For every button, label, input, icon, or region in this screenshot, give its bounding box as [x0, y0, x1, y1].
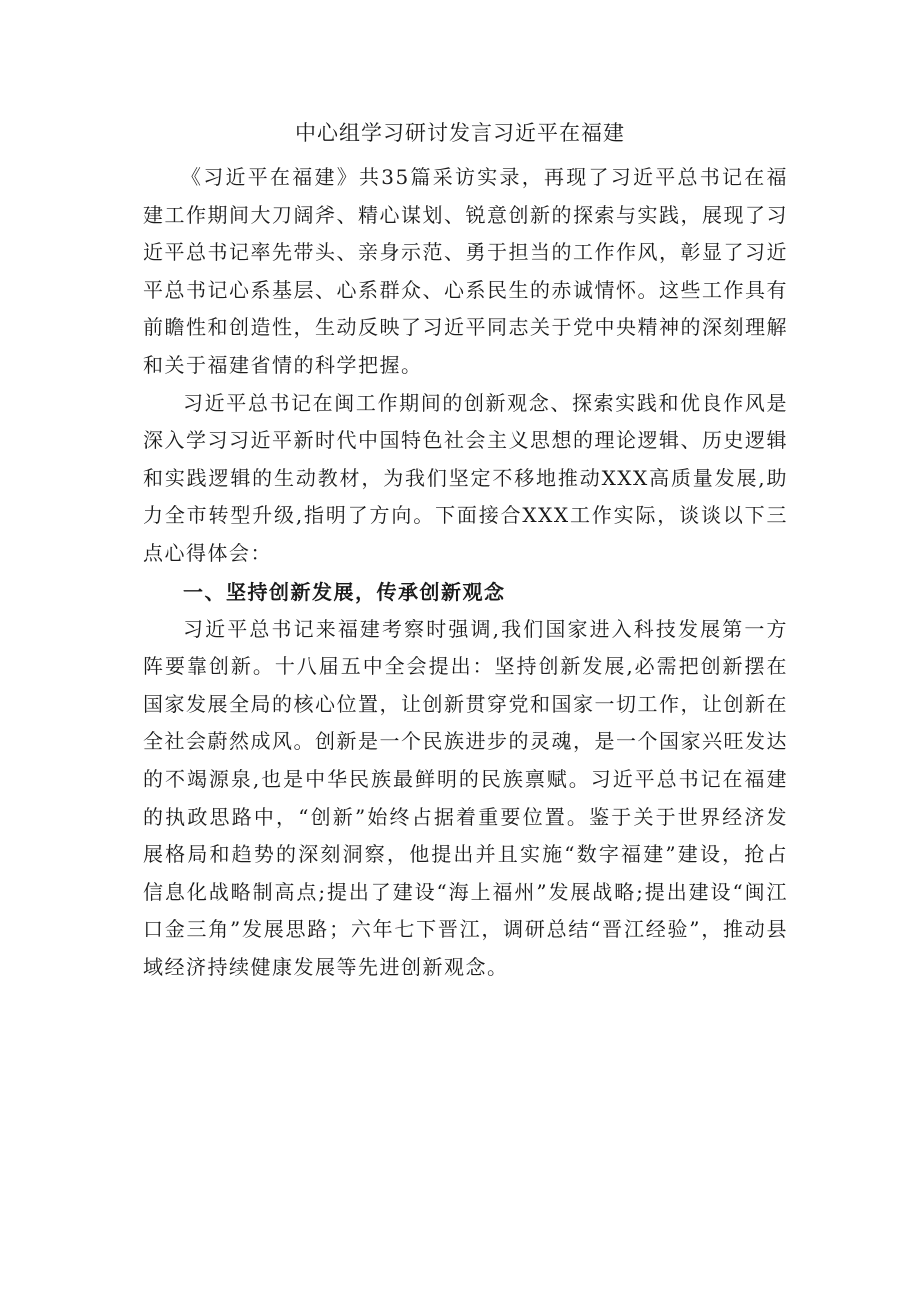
section-heading: 一、坚持创新发展，传承创新观念	[183, 579, 506, 604]
document-title: 中心组学习研讨发言习近平在福建	[295, 121, 625, 145]
document-body	[143, 159, 788, 986]
paragraph-significance: 习近平总书记在闽工作期间的创新观念、探索实践和优良作风是深入学习习近平新时代中国特色社会主义思想的理论逻辑、历史逻辑和实践逻辑的生动教材，为我们坚定不移地推动XXX高质量发展,助力全市转型升级,指明了方向。下面接合XXX工作实际，谈谈以下三点心得体会：	[143, 390, 788, 565]
paragraph-section-one: 习近平总书记来福建考察时强调,我们国家进入科技发展第一方阵要靠创新。十八届五中全会提出：坚持创新发展,必需把创新摆在国家发展全局的核心位置，让创新贯穿党和国家一切工作，让创新在全社会蔚然成风。创新是一个民族进步的灵魂，是一个国家兴旺发达的不竭源泉,也是中华民族最鲜明的民族禀赋。习近平总书记在福建的执政思路中，“创新”始终占据着重要位置。鉴于关于世界经济发展格局和趋势的深刻洞察，他提出并且实施“数字福建”建设，抢占信息化战略制高点;提出了建设“海上福州”发展战略;提出建设“闽江口金三角”发展思路；六年七下晋江，调研总结“晋江经验”，推动县域经济持续健康发展等先进创新观念。	[143, 616, 788, 979]
paragraph-intro: 《习近平在福建》共35篇采访实录，再现了习近平总书记在福建工作期间大刀阔斧、精心谋划、锐意创新的探索与实践，展现了习近平总书记率先带头、亲身示范、勇于担当的工作作风，彰显了习近平总书记心系基层、心系群众、心系民生的赤诚情怀。这些工作具有前瞻性和创造性，生动反映了习近平同志关于党中央精神的深刻理解和关于福建省情的科学把握。	[143, 165, 788, 377]
